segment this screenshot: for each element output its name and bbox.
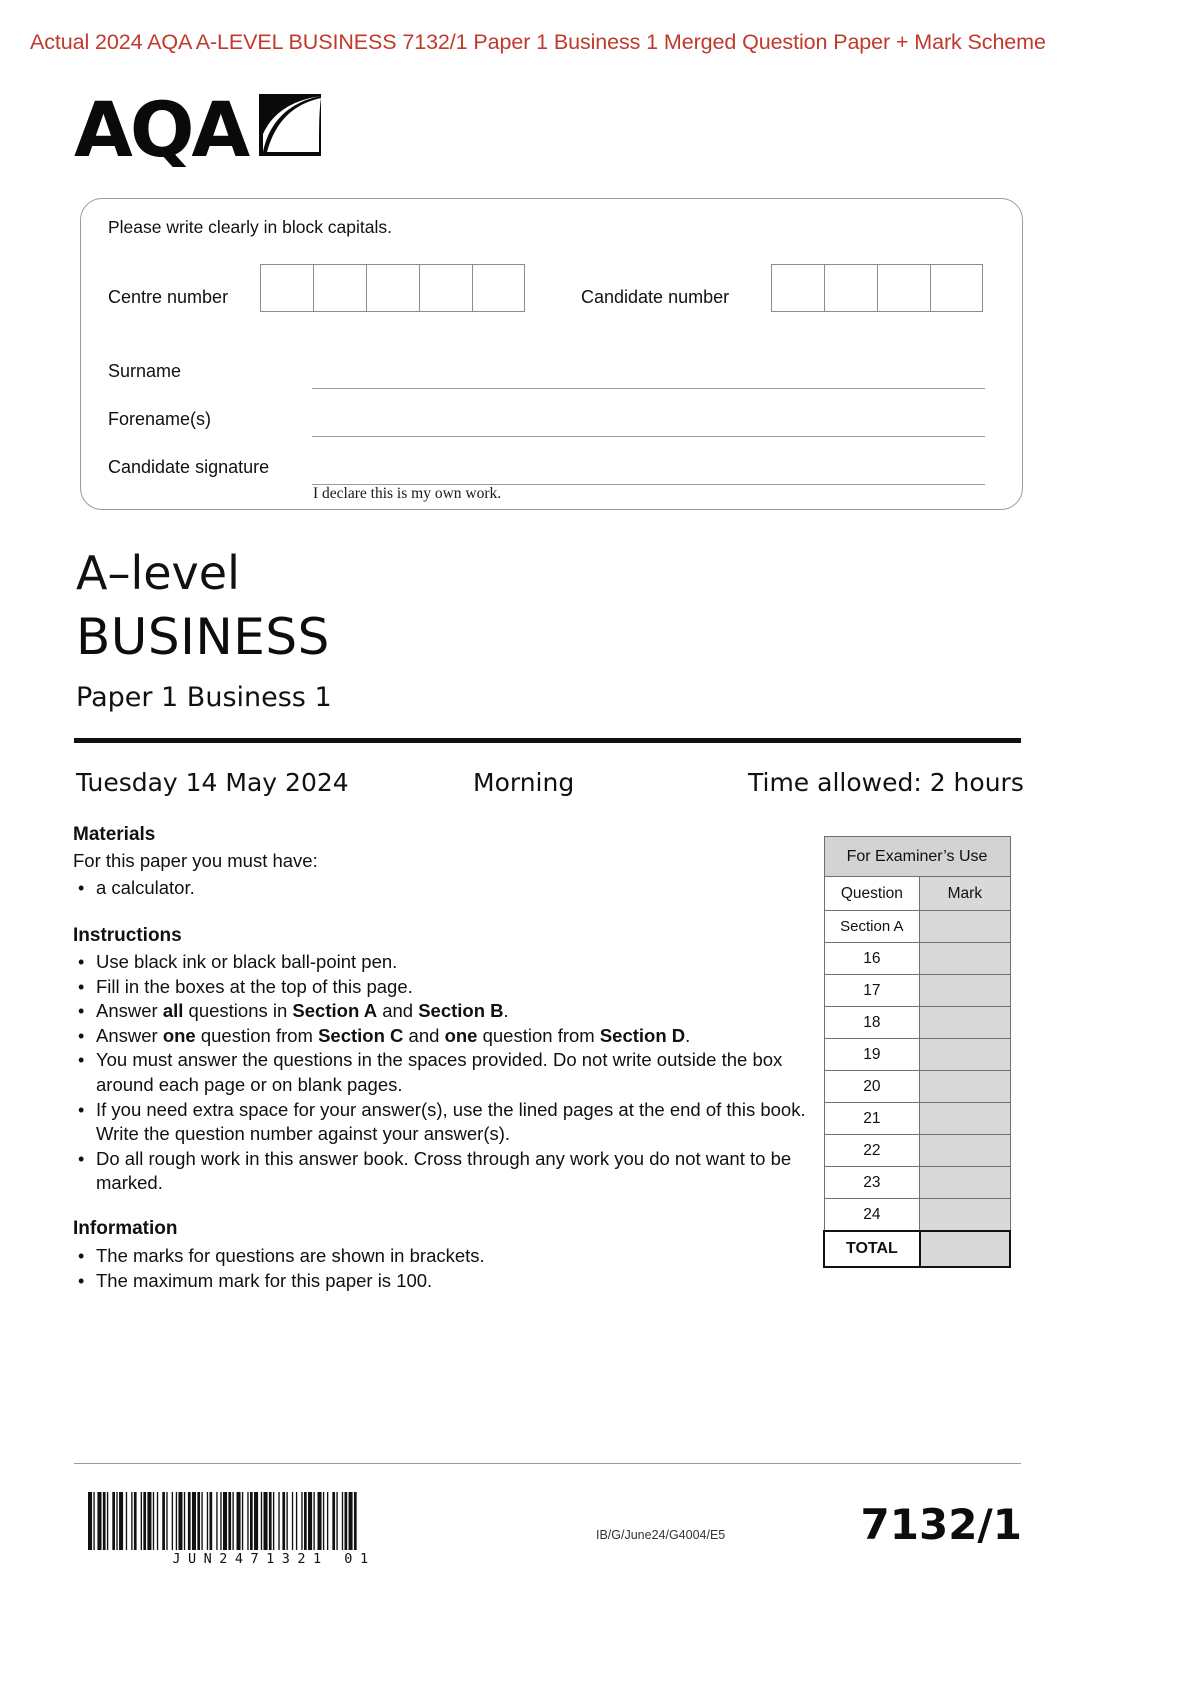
exam-session: Morning [473, 768, 575, 797]
mark-cell[interactable] [920, 1167, 1010, 1199]
table-row [824, 1135, 1010, 1167]
instructions-heading: Instructions [73, 925, 182, 946]
list-item: • Answer one question from Section C and one question from Section D. [96, 1024, 826, 1049]
aqa-logo [74, 85, 324, 174]
mark-cell[interactable] [920, 1007, 1010, 1039]
paper-code: 7132/1 [860, 1500, 1022, 1549]
candidate-details-box [80, 198, 1023, 510]
document-code: IB/G/June24/G4004/E5 [596, 1528, 726, 1542]
table-row [824, 975, 1010, 1007]
block-capitals-instruction: Please write clearly in block capitals. [108, 217, 393, 237]
qualification-level: A–level [76, 546, 240, 600]
column-header-question: Question [824, 877, 920, 911]
mark-cell[interactable] [920, 911, 1010, 943]
table-row [824, 1167, 1010, 1199]
column-header-mark: Mark [920, 877, 1010, 911]
mark-cell[interactable] [920, 1135, 1010, 1167]
declaration-text: I declare this is my own work. [313, 485, 502, 502]
table-row [824, 837, 1010, 877]
time-allowed: Time allowed: 2 hours [748, 768, 1024, 797]
row-label-total: TOTAL [824, 1231, 920, 1267]
mark-cell[interactable] [920, 1071, 1010, 1103]
candidate-number-cell[interactable] [930, 264, 983, 312]
aqa-leaf-mark-icon [259, 94, 321, 156]
candidate-number-cell[interactable] [877, 264, 930, 312]
candidate-number-cell[interactable] [824, 264, 877, 312]
surname-input[interactable] [312, 388, 985, 389]
centre-number-cell[interactable] [366, 264, 419, 312]
table-row-total [824, 1231, 1010, 1267]
aqa-logo-text: AQA [74, 85, 248, 174]
title-divider [74, 738, 1021, 743]
row-label-q18: 18 [824, 1007, 920, 1039]
centre-number-input[interactable] [260, 264, 525, 312]
list-item: • If you need extra space for your answer(s), use the lined pages at the end of this book. Write the question number against your answer(s). [96, 1098, 826, 1147]
list-item: • Answer all questions in Section A and Section B. [96, 999, 826, 1024]
mark-cell[interactable] [920, 975, 1010, 1007]
table-row [824, 1007, 1010, 1039]
centre-number-label: Centre number [108, 287, 229, 307]
table-row [824, 877, 1010, 911]
watermark-line-2: + Mark Scheme [895, 30, 1046, 54]
instructions-list [73, 950, 826, 1196]
mark-cell[interactable] [920, 1039, 1010, 1071]
subject-title: BUSINESS [76, 608, 330, 666]
centre-number-cell[interactable] [472, 264, 525, 312]
row-label-q20: 20 [824, 1071, 920, 1103]
row-label-q16: 16 [824, 943, 920, 975]
candidate-number-input[interactable] [771, 264, 983, 312]
materials-heading: Materials [73, 824, 156, 845]
materials-list [73, 876, 195, 901]
watermark-line-1: Actual 2024 AQA A-LEVEL BUSINESS 7132/1 Paper 1 Business 1 Merged Question Paper [30, 30, 891, 54]
list-item: • Do all rough work in this answer book. Cross through any work you do not want to be marked. [96, 1147, 826, 1196]
row-label-q21: 21 [824, 1103, 920, 1135]
candidate-number-cell[interactable] [771, 264, 824, 312]
watermark-header [30, 28, 1100, 57]
row-label-q19: 19 [824, 1039, 920, 1071]
list-item: • Use black ink or black ball-point pen. [96, 950, 826, 975]
barcode-icon [88, 1492, 460, 1550]
list-item: • The marks for questions are shown in brackets. [96, 1244, 485, 1269]
row-label-q17: 17 [824, 975, 920, 1007]
examiner-table-body [824, 837, 1010, 1268]
forename-input[interactable] [312, 436, 985, 437]
list-item: • You must answer the questions in the spaces provided. Do not write outside the box around each page or on blank pages. [96, 1048, 826, 1097]
list-item: • The maximum mark for this paper is 100. [96, 1269, 485, 1294]
row-label-section-a: Section A [824, 911, 920, 943]
exam-date: Tuesday 14 May 2024 [76, 768, 349, 797]
mark-cell[interactable] [920, 1103, 1010, 1135]
information-heading: Information [73, 1218, 178, 1239]
table-row [824, 1103, 1010, 1135]
centre-number-cell[interactable] [313, 264, 366, 312]
examiner-table-header: For Examiner’s Use [824, 837, 1010, 877]
candidate-number-label: Candidate number [581, 287, 730, 307]
mark-cell[interactable] [920, 1199, 1010, 1232]
barcode-digits: JUN2471321 01 [172, 1551, 376, 1567]
footer-divider [74, 1463, 1021, 1464]
candidate-signature-label: Candidate signature [108, 457, 270, 477]
table-row [824, 1071, 1010, 1103]
total-mark-cell[interactable] [920, 1231, 1010, 1267]
mark-cell[interactable] [920, 943, 1010, 975]
table-row [824, 1039, 1010, 1071]
table-row [824, 943, 1010, 975]
surname-label: Surname [108, 361, 182, 381]
list-item: • Fill in the boxes at the top of this page. [96, 975, 826, 1000]
information-list [73, 1244, 485, 1293]
forename-label: Forename(s) [108, 409, 212, 429]
row-label-q22: 22 [824, 1135, 920, 1167]
centre-number-cell[interactable] [260, 264, 313, 312]
examiner-use-table [823, 836, 1011, 1268]
row-label-q23: 23 [824, 1167, 920, 1199]
list-item: • a calculator. [96, 876, 195, 901]
row-label-q24: 24 [824, 1199, 920, 1232]
paper-title: Paper 1 Business 1 [76, 682, 332, 713]
materials-intro: For this paper you must have: [73, 850, 318, 871]
table-row [824, 911, 1010, 943]
centre-number-cell[interactable] [419, 264, 472, 312]
table-row [824, 1199, 1010, 1232]
